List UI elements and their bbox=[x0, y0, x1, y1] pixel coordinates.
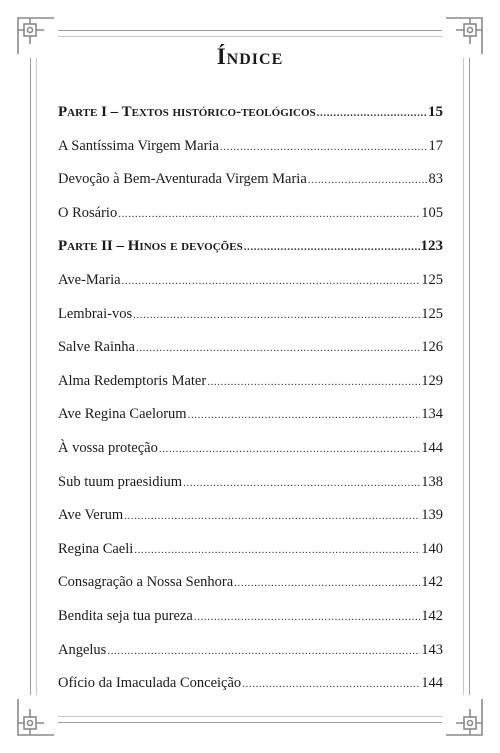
dot-leader bbox=[124, 510, 420, 522]
toc-page-number: 144 bbox=[421, 439, 443, 456]
toc-entry-label: Devoção à Bem-Aventurada Virgem Maria bbox=[58, 171, 307, 188]
toc-entry-label: Ave-Maria bbox=[58, 271, 121, 288]
toc-entry[interactable] bbox=[58, 272, 443, 306]
toc-entry-label: Angelus bbox=[58, 641, 107, 658]
toc-entry-label: Ave Verum bbox=[58, 507, 124, 524]
dot-leader bbox=[188, 409, 421, 421]
toc-page-number: 105 bbox=[421, 204, 443, 221]
dot-leader bbox=[134, 544, 420, 556]
toc-entry[interactable] bbox=[58, 675, 443, 709]
toc-entry[interactable] bbox=[58, 574, 443, 608]
toc-page-number: 142 bbox=[421, 574, 443, 591]
toc-entry-label: Parte I – Textos histórico-teológicos bbox=[58, 104, 316, 120]
dot-leader bbox=[317, 107, 427, 119]
toc-page-number: 143 bbox=[421, 641, 443, 658]
toc-page-number: 125 bbox=[421, 305, 443, 322]
dot-leader bbox=[136, 342, 420, 354]
toc-page-number: 126 bbox=[421, 339, 443, 356]
toc-entry-label: Regina Caeli bbox=[58, 540, 134, 557]
toc-entry-label: Ave Regina Caelorum bbox=[58, 406, 187, 423]
toc-entry-label: Consagração a Nossa Senhora bbox=[58, 574, 234, 591]
toc-entry[interactable] bbox=[58, 406, 443, 440]
dot-leader bbox=[183, 477, 420, 489]
toc-page-number: 17 bbox=[428, 137, 443, 154]
toc-entry[interactable] bbox=[58, 306, 443, 340]
ornamental-corner-icon bbox=[442, 695, 486, 739]
dot-leader bbox=[133, 309, 420, 321]
toc-entry[interactable] bbox=[58, 541, 443, 575]
toc-entry[interactable] bbox=[58, 205, 443, 239]
toc-entry[interactable] bbox=[58, 339, 443, 373]
toc-page-number: 123 bbox=[420, 238, 443, 255]
toc-page-number: 144 bbox=[421, 675, 443, 692]
dot-leader bbox=[107, 645, 420, 657]
dot-leader bbox=[122, 275, 421, 287]
toc-page-number: 15 bbox=[428, 104, 443, 120]
toc-entry[interactable] bbox=[58, 171, 443, 205]
dot-leader bbox=[244, 241, 420, 253]
toc-entry[interactable] bbox=[58, 138, 443, 172]
toc-page-number: 142 bbox=[421, 607, 443, 624]
toc-entry[interactable] bbox=[58, 507, 443, 541]
toc-entry[interactable] bbox=[58, 642, 443, 676]
toc-page-number: 140 bbox=[421, 540, 443, 557]
toc-part-heading[interactable] bbox=[58, 104, 443, 138]
toc-entry-label: Salve Rainha bbox=[58, 339, 135, 356]
toc-page-number: 125 bbox=[421, 271, 443, 288]
toc-entry[interactable] bbox=[58, 440, 443, 474]
toc-entry-label: Lembrai-vos bbox=[58, 305, 133, 322]
dot-leader bbox=[207, 376, 420, 388]
toc-entry-label: O Rosário bbox=[58, 204, 118, 221]
toc-entry-label: Bendita seja tua pureza bbox=[58, 607, 193, 624]
toc-entry-label: Alma Redemptoris Mater bbox=[58, 372, 207, 389]
dot-leader bbox=[118, 208, 420, 220]
toc-page-number: 139 bbox=[421, 507, 443, 524]
dot-leader bbox=[220, 141, 428, 153]
toc-entry-label: Sub tuum praesidium bbox=[58, 473, 183, 490]
toc-entry-label: Parte II – Hinos e devoções bbox=[58, 238, 243, 255]
toc-entry-label: À vossa proteção bbox=[58, 439, 158, 456]
toc-page-number: 138 bbox=[421, 473, 443, 490]
toc-page-number: 129 bbox=[421, 372, 443, 389]
toc-entry[interactable] bbox=[58, 373, 443, 407]
dot-leader bbox=[242, 678, 420, 690]
page-title: Índice bbox=[216, 44, 284, 69]
toc-entry-label: Ofício da Imaculada Conceição bbox=[58, 675, 242, 692]
toc-entry-label: A Santíssima Virgem Maria bbox=[58, 137, 219, 154]
toc-part-heading[interactable] bbox=[58, 238, 443, 272]
dot-leader bbox=[308, 174, 428, 186]
toc-page-number: 134 bbox=[421, 406, 443, 423]
dot-leader bbox=[159, 443, 420, 455]
dot-leader bbox=[194, 611, 420, 623]
toc-entry[interactable] bbox=[58, 474, 443, 508]
ornamental-corner-icon bbox=[14, 695, 58, 739]
toc-page-number: 83 bbox=[428, 171, 443, 188]
dot-leader bbox=[234, 577, 420, 589]
toc-entry[interactable] bbox=[58, 608, 443, 642]
table-of-contents bbox=[58, 104, 443, 709]
